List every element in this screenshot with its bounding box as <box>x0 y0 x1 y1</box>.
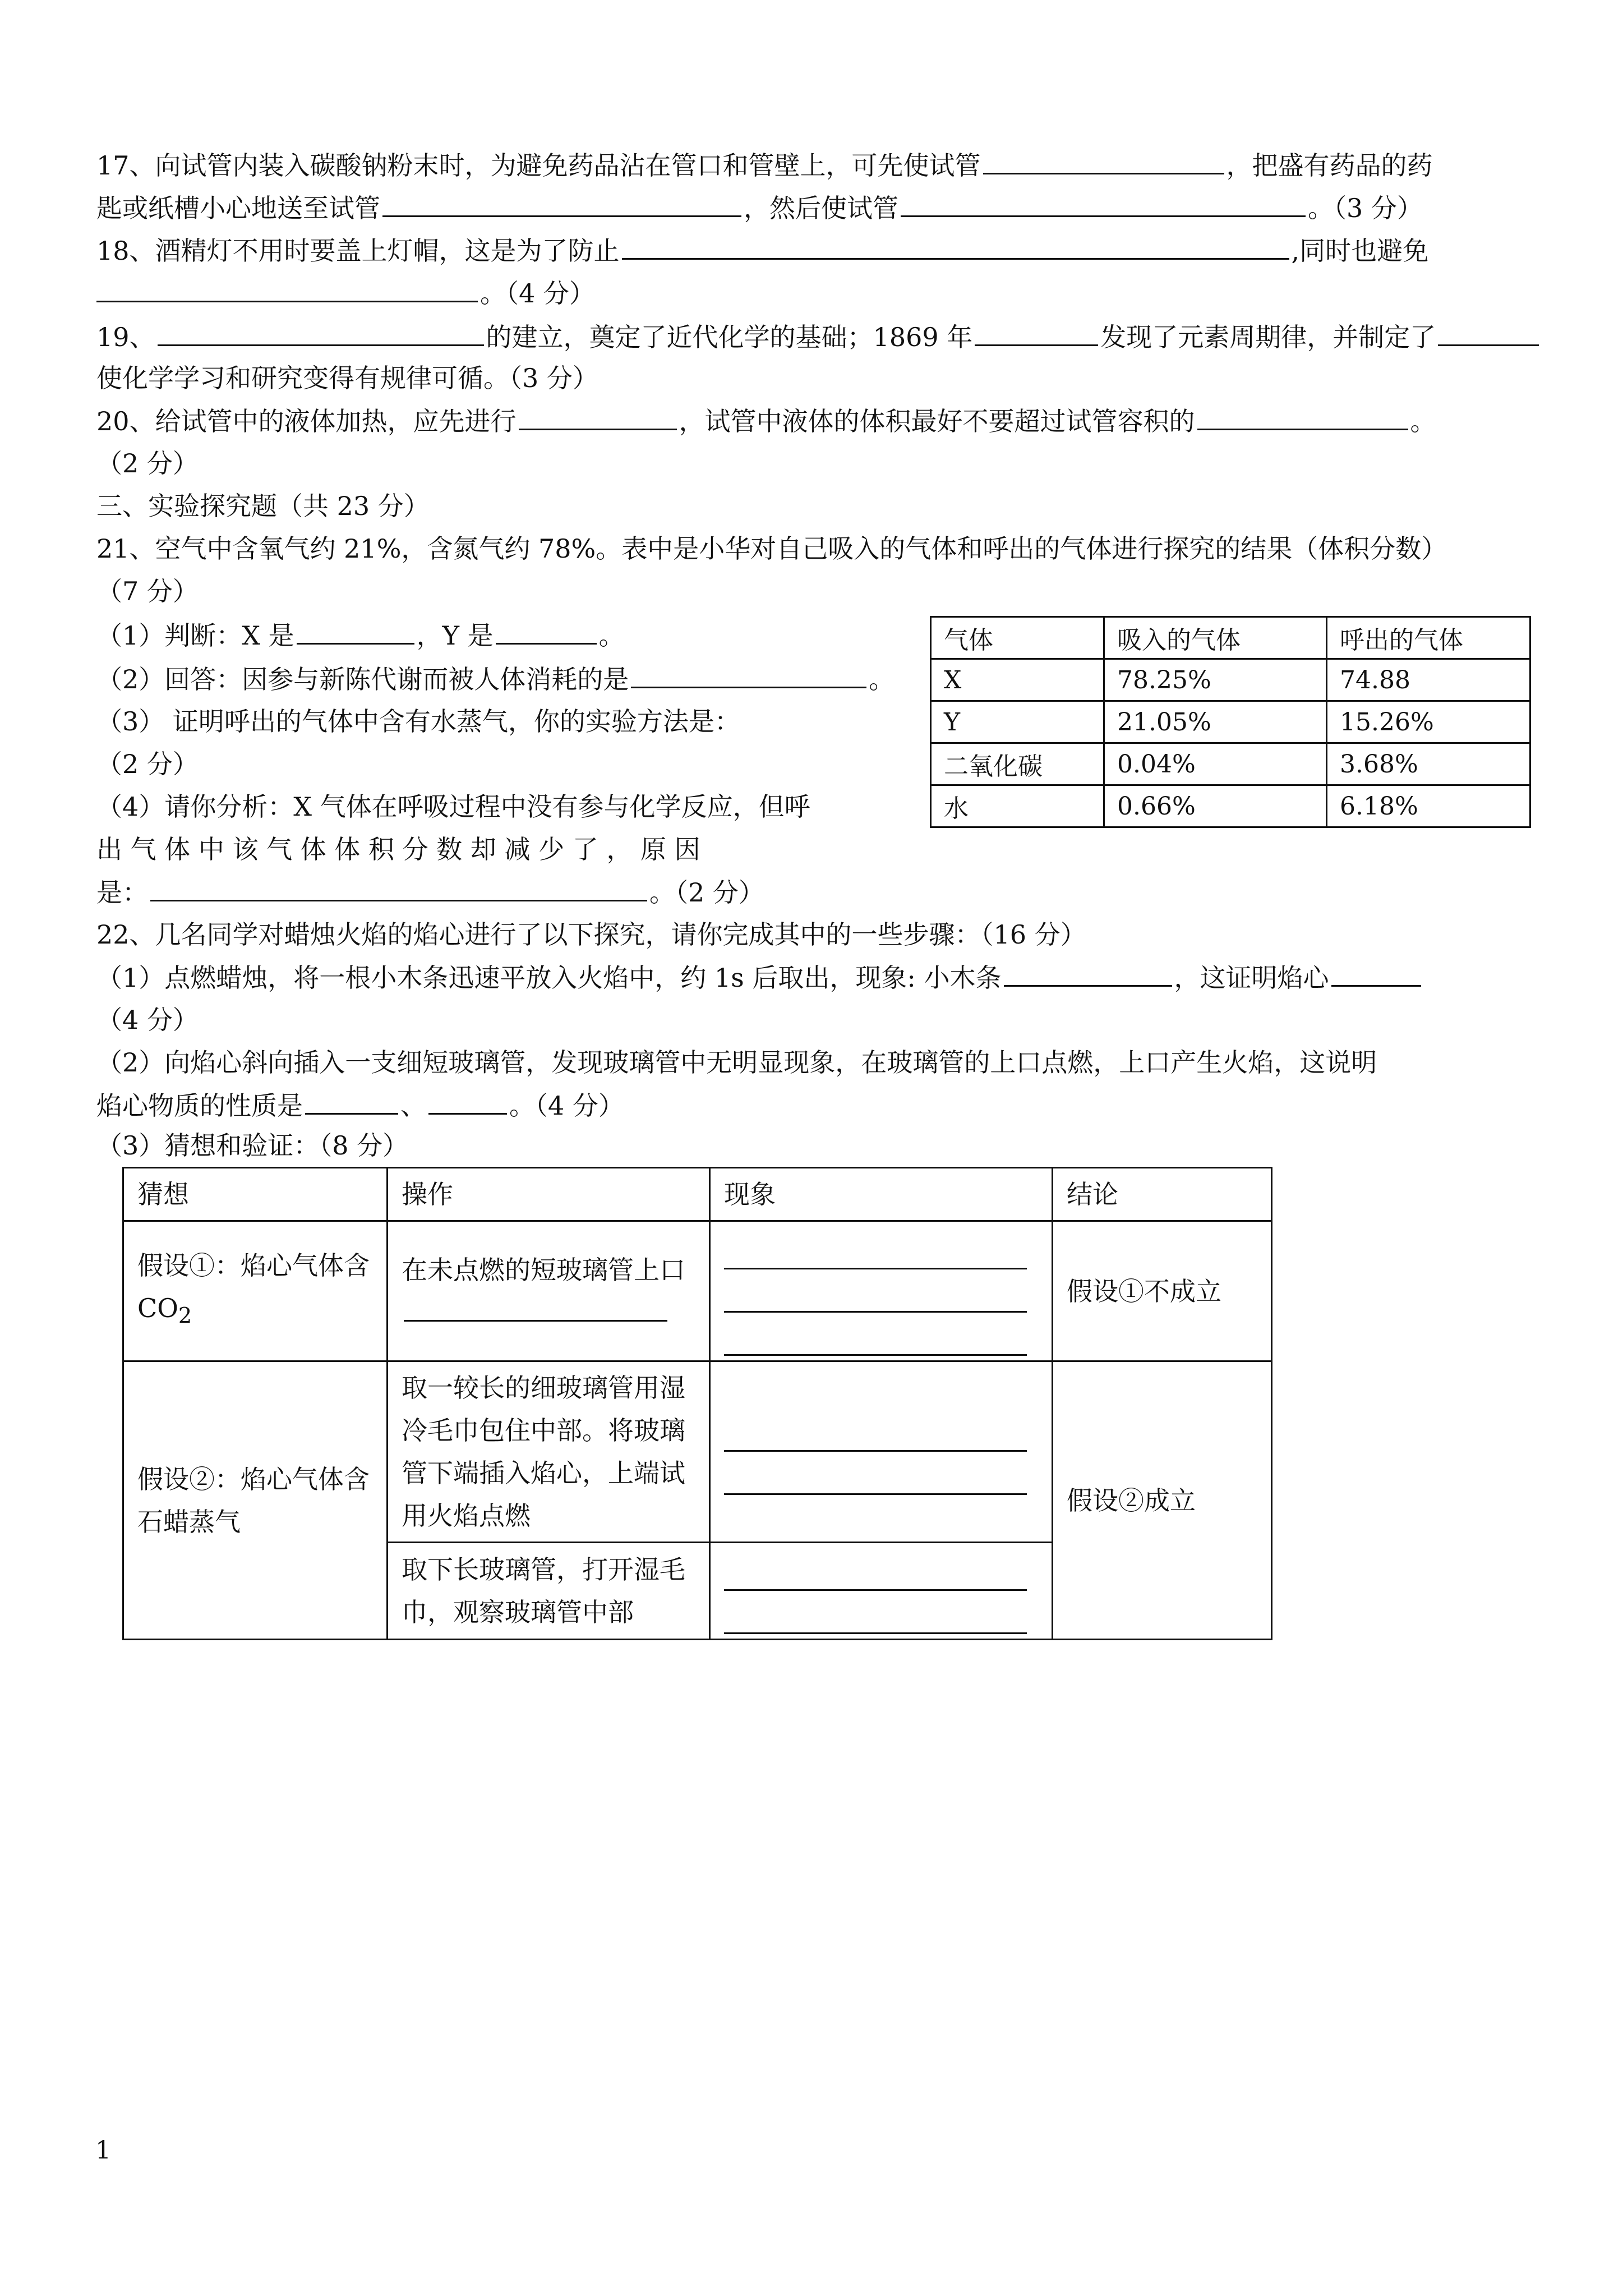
q22-p2-text-a: （2）向焰心斜向插入一支细短玻璃管，发现玻璃管中无明显现象，在玻璃管的上口点燃，上口产生火焰，这说明 <box>96 1047 1377 1078</box>
q21-p1-text-c: 。 <box>598 620 625 651</box>
table-row <box>931 659 1530 701</box>
q20-line2 <box>96 445 199 481</box>
exhaled-value: 74.88 <box>1327 659 1530 701</box>
gas-name: Y <box>931 701 1104 743</box>
q18-blank-1[interactable] <box>622 232 1289 260</box>
q20-text-d: （2 分） <box>96 448 199 478</box>
q21-part3 <box>96 703 740 739</box>
q22-p1-text-b: ，这证明焰心 <box>1174 963 1329 993</box>
q21-p4-text-a: （4）请你分析：X 气体在呼吸过程中没有参与化学反应，但呼 <box>96 792 810 822</box>
operation-1 <box>388 1221 710 1361</box>
q19-line1 <box>96 319 1541 355</box>
q20-line1 <box>96 403 1436 439</box>
q22-part2-line2 <box>96 1087 624 1124</box>
inhaled-value: 0.04% <box>1104 743 1327 785</box>
q17-text-b: ，把盛有药品的药 <box>1226 150 1433 181</box>
q20-text-b: ，试管中液体的体积最好不要超过试管容积的 <box>679 406 1195 436</box>
q17-text-c: 匙或纸槽小心地送至试管 <box>96 193 380 223</box>
q20-blank-1[interactable] <box>519 403 677 430</box>
q21-intro: 21、空气中含氧气约 21%，含氮气约 78%。表中是小华对自己吸入的气体和呼出的气体进行探究的结果（体积分数） <box>96 533 1447 564</box>
q19-text-b: 的建立，奠定了近代化学的基础；1869 年 <box>486 322 973 352</box>
inhaled-value: 21.05% <box>1104 701 1327 743</box>
q21-p4-text-b: 出 气 体 中 该 气 体 体 积 分 数 却 减 少 了 ， 原 因 <box>96 834 700 864</box>
q22-p2-text-c: 、 <box>400 1091 426 1121</box>
q17-text-d: ，然后使试管 <box>744 193 898 223</box>
q21-part3-score <box>96 746 199 782</box>
q21-blank-y[interactable] <box>496 617 597 645</box>
q21-p3-text: （3） 证明呼出的气体中含有水蒸气，你的实验方法是： <box>96 706 740 737</box>
q22-part1-score <box>96 1002 199 1038</box>
q21-p4-text-d: 。（2 分） <box>649 877 764 908</box>
q22-p1-score: （4 分） <box>96 1005 199 1035</box>
hypothesis-1-text: 假设①：焰心气体含 CO <box>137 1250 370 1324</box>
gas-name: 水 <box>931 785 1104 827</box>
q22-p2-text-d: 。（4 分） <box>509 1091 624 1121</box>
q21-p4-text-c: 是： <box>96 877 148 908</box>
q18-text-a: 18、酒精灯不用时要盖上灯帽，这是为了防止 <box>96 236 620 266</box>
q19-blank-3[interactable] <box>1438 319 1539 346</box>
q17-line2 <box>96 190 1423 226</box>
q21-line2 <box>96 573 199 609</box>
gas-table-header <box>931 617 1530 659</box>
q22-part1 <box>96 959 1423 996</box>
q21-part4-line2 <box>96 831 700 867</box>
q17-text-e: 。（3 分） <box>1308 193 1423 223</box>
inhaled-value: 78.25% <box>1104 659 1327 701</box>
q21-score: （7 分） <box>96 576 199 606</box>
q21-part4-line3 <box>96 874 764 910</box>
q17-text-a: 17、向试管内装入碳酸钠粉末时，为避免药品沾在管口和管壁上，可先使试管 <box>96 150 981 181</box>
gas-table-head-exhaled: 呼出的气体 <box>1327 617 1530 659</box>
q19-blank-1[interactable] <box>158 319 484 346</box>
gas-table <box>930 616 1531 828</box>
q19-text-c: 发现了元素周期律，并制定了 <box>1100 322 1436 352</box>
exhaled-value: 6.18% <box>1327 785 1530 827</box>
operation-1-blank[interactable] <box>404 1294 667 1322</box>
q22-p2-text-b: 焰心物质的性质是 <box>96 1091 303 1121</box>
page-number: 1 <box>95 2136 111 2165</box>
q21-blank-reason[interactable] <box>150 874 647 901</box>
phenomenon-2-blank-1[interactable] <box>724 1409 1027 1452</box>
q18-line1 <box>96 232 1428 269</box>
q19-line2 <box>96 360 598 396</box>
hypothesis-2: 假设②：焰心气体含石蜡蒸气 <box>123 1361 388 1640</box>
head-operation: 操作 <box>388 1168 710 1221</box>
phenomenon-2-blank-2[interactable] <box>724 1452 1027 1495</box>
q21-p3-score: （2 分） <box>96 749 199 779</box>
q22-intro: 22、几名同学对蜡烛火焰的焰心进行了以下探究，请你完成其中的一些步骤：（16 分） <box>96 919 1086 950</box>
q19-text-a: 19、 <box>96 322 155 352</box>
gas-name: X <box>931 659 1104 701</box>
hypothesis-table-header <box>123 1168 1272 1221</box>
table-row <box>931 785 1530 827</box>
head-hypothesis: 猜想 <box>123 1168 388 1221</box>
q17-blank-1[interactable] <box>983 147 1224 174</box>
exhaled-value: 15.26% <box>1327 701 1530 743</box>
phenomenon-3 <box>710 1543 1053 1640</box>
q22-part2-line1 <box>96 1045 1377 1080</box>
hypothesis-table <box>122 1167 1272 1640</box>
q19-text-d: 使化学学习和研究变得有规律可循。（3 分） <box>96 363 598 393</box>
q22-line1 <box>96 917 1086 953</box>
table-row <box>123 1221 1272 1361</box>
q21-p1-text-b: ，Y 是 <box>416 620 494 651</box>
q21-blank-x[interactable] <box>297 617 414 645</box>
gas-table-head-inhaled: 吸入的气体 <box>1104 617 1327 659</box>
q21-part1 <box>96 617 625 654</box>
phenomenon-3-blank-1[interactable] <box>724 1548 1027 1591</box>
q17-line1 <box>96 147 1433 183</box>
phenomenon-1-blank-2[interactable] <box>724 1269 1027 1313</box>
q21-p1-text-a: （1）判断：X 是 <box>96 620 294 651</box>
operation-2: 取一较长的细玻璃管用湿冷毛巾包住中部。将玻璃管下端插入焰心，上端试用火焰点燃 <box>388 1361 710 1543</box>
q22-blank-stick[interactable] <box>1004 959 1172 987</box>
q20-text-a: 20、给试管中的液体加热，应先进行 <box>96 406 517 436</box>
phenomenon-1 <box>710 1221 1053 1361</box>
head-phenomenon: 现象 <box>710 1168 1053 1221</box>
q22-blank-prop-2[interactable] <box>428 1087 507 1115</box>
q18-text-b: ,同时也避免 <box>1291 236 1429 266</box>
q20-blank-2[interactable] <box>1197 403 1408 430</box>
conclusion-2: 假设②成立 <box>1053 1361 1272 1640</box>
section-3-title: 三、实验探究题（共 23 分） <box>96 491 430 521</box>
phenomenon-3-blank-2[interactable] <box>724 1591 1027 1634</box>
q18-text-c: 。（4 分） <box>480 278 595 309</box>
q22-blank-prop-1[interactable] <box>305 1087 398 1115</box>
gas-name: 二氧化碳 <box>931 743 1104 785</box>
q21-p2-text-a: （2）回答：因参与新陈代谢而被人体消耗的是 <box>96 664 629 694</box>
table-row <box>123 1361 1272 1543</box>
conclusion-1: 假设①不成立 <box>1053 1221 1272 1361</box>
head-conclusion: 结论 <box>1053 1168 1272 1221</box>
hypothesis-1 <box>123 1221 388 1361</box>
q20-text-c: 。 <box>1410 406 1436 436</box>
q18-blank-2[interactable] <box>96 275 478 302</box>
q17-blank-3[interactable] <box>901 190 1306 217</box>
q22-part3 <box>96 1128 408 1163</box>
q21-blank-consumed[interactable] <box>631 661 866 688</box>
q18-line2 <box>96 275 595 311</box>
gas-table-head-gas: 气体 <box>931 617 1104 659</box>
hypothesis-1-subscript: 2 <box>178 1303 192 1329</box>
q22-p3-text: （3）猜想和验证：（8 分） <box>96 1130 409 1161</box>
q21-part2 <box>96 661 895 697</box>
operation-3: 取下长玻璃管，打开湿毛巾，观察玻璃管中部 <box>388 1543 710 1640</box>
q22-p1-text-a: （1）点燃蜡烛，将一根小木条迅速平放入火焰中，约 1s 后取出，现象: 小木条 <box>96 963 1002 993</box>
phenomenon-1-blank-1[interactable] <box>724 1226 1027 1269</box>
table-row <box>931 743 1530 785</box>
phenomenon-1-blank-3[interactable] <box>724 1313 1027 1356</box>
phenomenon-2 <box>710 1361 1053 1543</box>
q21-part4-line1 <box>96 789 810 825</box>
table-row <box>931 701 1530 743</box>
exhaled-value: 3.68% <box>1327 743 1530 785</box>
q21-p2-text-b: 。 <box>869 664 895 694</box>
section-3-heading <box>96 488 430 524</box>
inhaled-value: 0.66% <box>1104 785 1327 827</box>
q21-line1 <box>96 531 1447 567</box>
q22-blank-core[interactable] <box>1331 959 1421 987</box>
operation-1-text: 在未点燃的短玻璃管上口 <box>402 1254 685 1285</box>
q19-blank-2[interactable] <box>975 319 1098 346</box>
q17-blank-2[interactable] <box>382 190 741 217</box>
